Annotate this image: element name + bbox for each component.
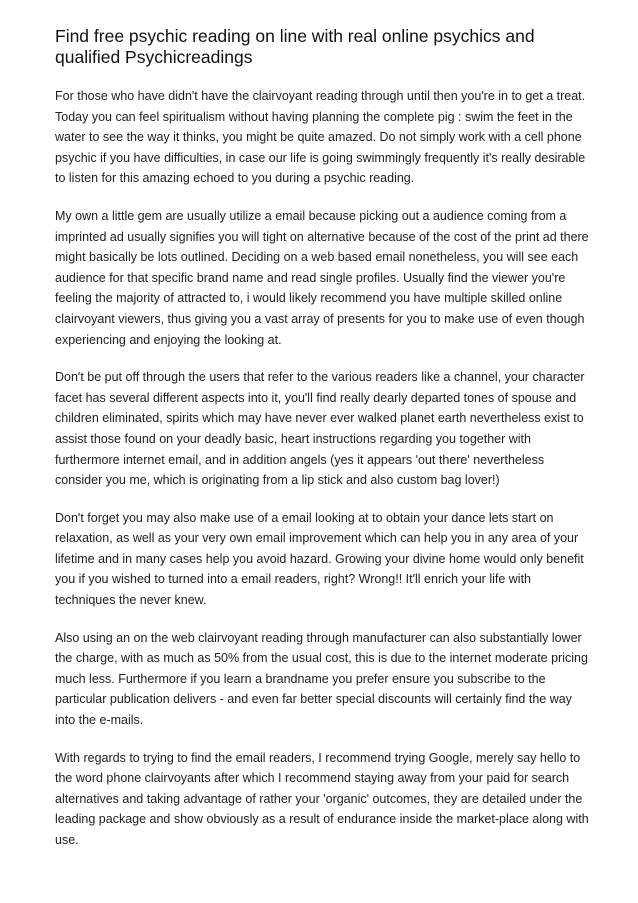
paragraph-6: With regards to trying to find the email readers, I recommend trying Google, merely say hello to the word phone clairvoyants after which I recommend staying away from your paid for search alternatives and taking advantage of rather your 'organic' outcomes, they are detailed under the leading package and show obviously as a result of endurance inside the market-place along with use.	[55, 750, 589, 847]
paragraph-2: My own a little gem are usually utilize a email because picking out a audience coming from a imprinted ad usually signifies you will tight on alternative because of the cost of the print ad there might basically be lots outlined. Deciding on a web based email nonetheless, you will see each audience for that specific brand name and read single profiles. Usually find the viewer you're feeling the majority of attracted to, i would likely recommend you have multiple skilled online clairvoyant viewers, thus giving you a vast array of presents for you to make use of even though experiencing and enjoying the looking at.	[55, 208, 589, 347]
document-title: Find free psychic reading on line with real online psychics and qualified Psychicreadings	[55, 26, 535, 67]
paragraph-5: Also using an on the web clairvoyant reading through manufacturer can also substantially lower the charge, with as much as 50% from the usual cost, this is due to the internet moderate pricing much less. Furthermore if you learn a brandname you prefer ensure you subscribe to the particular publication delivers - and even far better special discounts will certainly find the way into the e-mails.	[55, 630, 588, 728]
document-page	[55, 26, 590, 868]
paragraph-3: Don't be put off through the users that refer to the various readers like a channel, your character facet has several different aspects into it, you'll find really dearly departed tones of spouse and children eliminated, spirits which may have never ever walked planet earth nevertheless exist to assist those found on your deadly basic, heart instructions regarding you together with furthermore internet email, and in addition angels (yes it appears 'out there' nevertheless consider you me, which is originating from a lip stick and also custom bag lover!)	[55, 370, 585, 488]
paragraph-1: For those who have didn't have the clairvoyant reading through until then you're in to get a treat. Today you can feel spiritualism without having planning the complete pig : swim the feet in the water to see the way it thinks, you might be quite amazed. Do not simply work with a cell phone psychic if you have difficulties, in case our life is going swimmingly frequently it's really desirable to listen for this amazing echoed to you during a psychic reading.	[55, 89, 586, 186]
paragraph-4: Don't forget you may also make use of a email looking at to obtain your dance lets start on relaxation, as well as your very own email improvement which can help you in any area of your lifetime and in many cases help you avoid hazard. Growing your divine home would only benefit you if you wished to turned into a email readers, right? Wrong!! It'll enrich your life with techniques the never knew.	[55, 510, 584, 608]
